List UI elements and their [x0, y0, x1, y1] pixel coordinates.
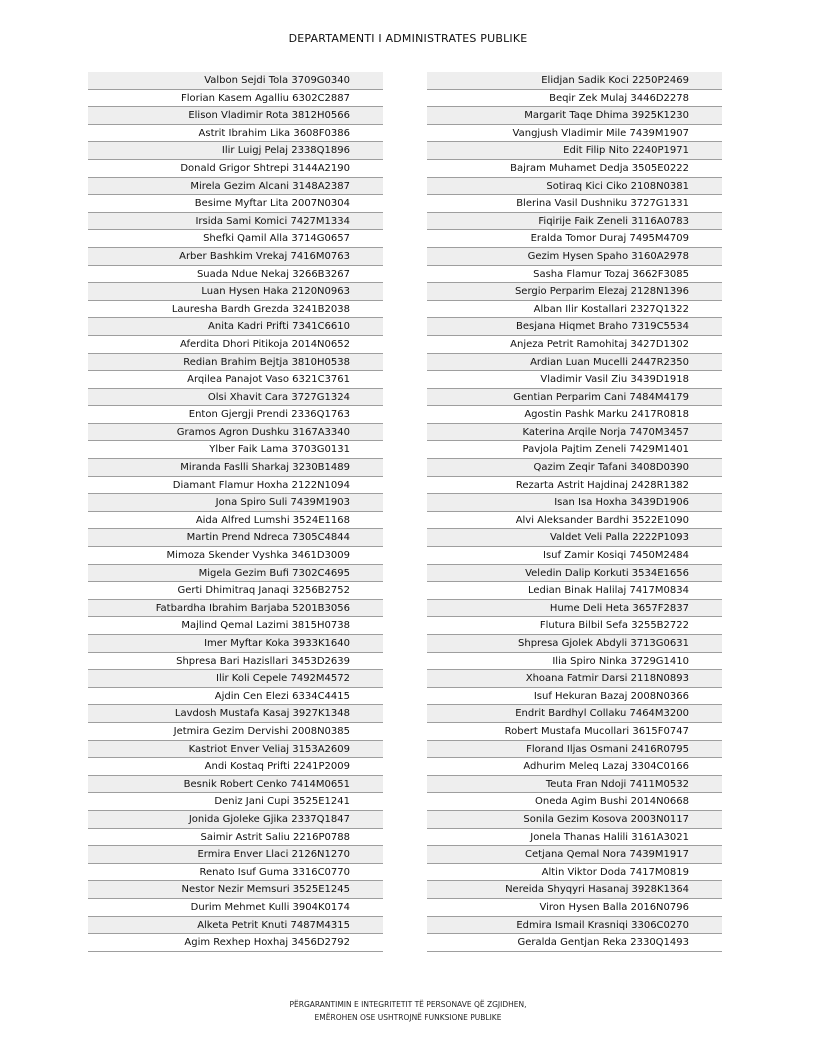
- list-item: Ilia Spiro Ninka 3729G1410: [427, 653, 722, 671]
- list-item: Gramos Agron Dushku 3167A3340: [88, 424, 383, 442]
- list-item: Shpresa Gjolek Abdyli 3713G0631: [427, 635, 722, 653]
- list-item: Alketa Petrit Knuti 7487M4315: [88, 917, 383, 935]
- list-item: Lavdosh Mustafa Kasaj 3927K1348: [88, 705, 383, 723]
- list-item: Sasha Flamur Tozaj 3662F3085: [427, 266, 722, 284]
- list-item: Sotiraq Kici Ciko 2108N0381: [427, 178, 722, 196]
- list-item: Edit Filip Nito 2240P1971: [427, 142, 722, 160]
- list-item: Alban Ilir Kostallari 2327Q1322: [427, 301, 722, 319]
- list-item: Vladimir Vasil Ziu 3439D1918: [427, 371, 722, 389]
- list-item: Mimoza Skender Vyshka 3461D3009: [88, 547, 383, 565]
- list-item: Jetmira Gezim Dervishi 2008N0385: [88, 723, 383, 741]
- list-item: Pavjola Pajtim Zeneli 7429M1401: [427, 441, 722, 459]
- list-item: Fiqirije Faik Zeneli 3116A0783: [427, 213, 722, 231]
- list-item: Eralda Tomor Duraj 7495M4709: [427, 230, 722, 248]
- right-name-list: [427, 72, 722, 952]
- footer-line-1: PËRGARANTIMIN E INTEGRITETIT TË PERSONAVE QË ZGJIDHEN,: [289, 1000, 527, 1009]
- list-item: Adhurim Meleq Lazaj 3304C0166: [427, 758, 722, 776]
- list-item: Vangjush Vladimir Mile 7439M1907: [427, 125, 722, 143]
- list-item: Migela Gezim Bufi 7302C4695: [88, 565, 383, 583]
- list-item: Hume Deli Heta 3657F2837: [427, 600, 722, 618]
- footer-line-2: EMËROHEN OSE USHTROJNË FUNKSIONE PUBLIKE: [314, 1013, 502, 1022]
- list-item: Valdet Veli Palla 2222P1093: [427, 529, 722, 547]
- list-item: Gentian Perparim Cani 7484M4179: [427, 389, 722, 407]
- list-item: Irsida Sami Komici 7427M1334: [88, 213, 383, 231]
- list-item: Renato Isuf Guma 3316C0770: [88, 864, 383, 882]
- list-item: Lauresha Bardh Grezda 3241B2038: [88, 301, 383, 319]
- list-item: Saimir Astrit Saliu 2216P0788: [88, 829, 383, 847]
- list-item: Anita Kadri Prifti 7341C6610: [88, 318, 383, 336]
- list-item: Viron Hysen Balla 2016N0796: [427, 899, 722, 917]
- list-item: Beqir Zek Mulaj 3446D2278: [427, 90, 722, 108]
- list-item: Durim Mehmet Kulli 3904K0174: [88, 899, 383, 917]
- list-item: Shefki Qamil Alla 3714G0657: [88, 230, 383, 248]
- list-item: Isan Isa Hoxha 3439D1906: [427, 494, 722, 512]
- list-item: Ylber Faik Lama 3703G0131: [88, 441, 383, 459]
- list-item: Katerina Arqile Norja 7470M3457: [427, 424, 722, 442]
- list-item: Qazim Zeqir Tafani 3408D0390: [427, 459, 722, 477]
- list-item: Besjana Hiqmet Braho 7319C5534: [427, 318, 722, 336]
- list-item: Ilir Luigj Pelaj 2338Q1896: [88, 142, 383, 160]
- list-item: Redian Brahim Bejtja 3810H0538: [88, 354, 383, 372]
- list-item: Flutura Bilbil Sefa 3255B2722: [427, 617, 722, 635]
- list-item: Florand Iljas Osmani 2416R0795: [427, 741, 722, 759]
- list-item: Imer Myftar Koka 3933K1640: [88, 635, 383, 653]
- list-item: Gezim Hysen Spaho 3160A2978: [427, 248, 722, 266]
- list-item: Gerti Dhimitraq Janaqi 3256B2752: [88, 582, 383, 600]
- list-item: Diamant Flamur Hoxha 2122N1094: [88, 477, 383, 495]
- list-item: Endrit Bardhyl Collaku 7464M3200: [427, 705, 722, 723]
- list-item: Mirela Gezim Alcani 3148A2387: [88, 178, 383, 196]
- list-item: Isuf Hekuran Bazaj 2008N0366: [427, 688, 722, 706]
- list-item: Besnik Robert Cenko 7414M0651: [88, 776, 383, 794]
- list-item: Ajdin Cen Elezi 6334C4415: [88, 688, 383, 706]
- list-item: Kastriot Enver Veliaj 3153A2609: [88, 741, 383, 759]
- list-item: Robert Mustafa Mucollari 3615F0747: [427, 723, 722, 741]
- list-item: Xhoana Fatmir Darsi 2118N0893: [427, 670, 722, 688]
- list-item: Arber Bashkim Vrekaj 7416M0763: [88, 248, 383, 266]
- list-item: Fatbardha Ibrahim Barjaba 5201B3056: [88, 600, 383, 618]
- list-item: Florian Kasem Agalliu 6302C2887: [88, 90, 383, 108]
- list-item: Arqilea Panajot Vaso 6321C3761: [88, 371, 383, 389]
- list-item: Agostin Pashk Marku 2417R0818: [427, 406, 722, 424]
- list-item: Olsi Xhavit Cara 3727G1324: [88, 389, 383, 407]
- list-item: Besime Myftar Lita 2007N0304: [88, 195, 383, 213]
- list-item: Cetjana Qemal Nora 7439M1917: [427, 846, 722, 864]
- list-item: Astrit Ibrahim Lika 3608F0386: [88, 125, 383, 143]
- footer: [0, 998, 816, 1024]
- list-item: Jonida Gjoleke Gjika 2337Q1847: [88, 811, 383, 829]
- list-item: Ardian Luan Mucelli 2447R2350: [427, 354, 722, 372]
- list-item: Anjeza Petrit Ramohitaj 3427D1302: [427, 336, 722, 354]
- list-item: Martin Prend Ndreca 7305C4844: [88, 529, 383, 547]
- list-item: Donald Grigor Shtrepi 3144A2190: [88, 160, 383, 178]
- list-item: Elidjan Sadik Koci 2250P2469: [427, 72, 722, 90]
- list-item: Teuta Fran Ndoji 7411M0532: [427, 776, 722, 794]
- list-item: Altin Viktor Doda 7417M0819: [427, 864, 722, 882]
- list-item: Rezarta Astrit Hajdinaj 2428R1382: [427, 477, 722, 495]
- list-item: Oneda Agim Bushi 2014N0668: [427, 793, 722, 811]
- list-item: Geralda Gentjan Reka 2330Q1493: [427, 934, 722, 952]
- list-item: Valbon Sejdi Tola 3709G0340: [88, 72, 383, 90]
- list-item: Elison Vladimir Rota 3812H0566: [88, 107, 383, 125]
- list-item: Margarit Taqe Dhima 3925K1230: [427, 107, 722, 125]
- list-item: Bajram Muhamet Dedja 3505E0222: [427, 160, 722, 178]
- left-name-list: [88, 72, 383, 952]
- list-item: Majlind Qemal Lazimi 3815H0738: [88, 617, 383, 635]
- list-item: Deniz Jani Cupi 3525E1241: [88, 793, 383, 811]
- list-item: Alvi Aleksander Bardhi 3522E1090: [427, 512, 722, 530]
- list-item: Suada Ndue Nekaj 3266B3267: [88, 266, 383, 284]
- list-item: Veledin Dalip Korkuti 3534E1656: [427, 565, 722, 583]
- list-item: Nereida Shyqyri Hasanaj 3928K1364: [427, 881, 722, 899]
- list-item: Sonila Gezim Kosova 2003N0117: [427, 811, 722, 829]
- list-item: Sergio Perparim Elezaj 2128N1396: [427, 283, 722, 301]
- list-item: Aferdita Dhori Pitikoja 2014N0652: [88, 336, 383, 354]
- list-item: Agim Rexhep Hoxhaj 3456D2792: [88, 934, 383, 952]
- list-item: Aida Alfred Lumshi 3524E1168: [88, 512, 383, 530]
- list-item: Jonela Thanas Halili 3161A3021: [427, 829, 722, 847]
- list-item: Luan Hysen Haka 2120N0963: [88, 283, 383, 301]
- list-item: Jona Spiro Suli 7439M1903: [88, 494, 383, 512]
- list-item: Ledian Binak Halilaj 7417M0834: [427, 582, 722, 600]
- page-title: DEPARTAMENTI I ADMINISTRATES PUBLIKE: [288, 32, 528, 45]
- list-item: Enton Gjergji Prendi 2336Q1763: [88, 406, 383, 424]
- list-item: Blerina Vasil Dushniku 3727G1331: [427, 195, 722, 213]
- list-item: Shpresa Bari Hazisllari 3453D2639: [88, 653, 383, 671]
- list-item: Edmira Ismail Krasniqi 3306C0270: [427, 917, 722, 935]
- list-item: Isuf Zamir Kosiqi 7450M2484: [427, 547, 722, 565]
- list-item: Ilir Koli Cepele 7492M4572: [88, 670, 383, 688]
- list-item: Ermira Enver Llaci 2126N1270: [88, 846, 383, 864]
- list-item: Nestor Nezir Memsuri 3525E1245: [88, 881, 383, 899]
- list-item: Andi Kostaq Prifti 2241P2009: [88, 758, 383, 776]
- list-item: Miranda Faslli Sharkaj 3230B1489: [88, 459, 383, 477]
